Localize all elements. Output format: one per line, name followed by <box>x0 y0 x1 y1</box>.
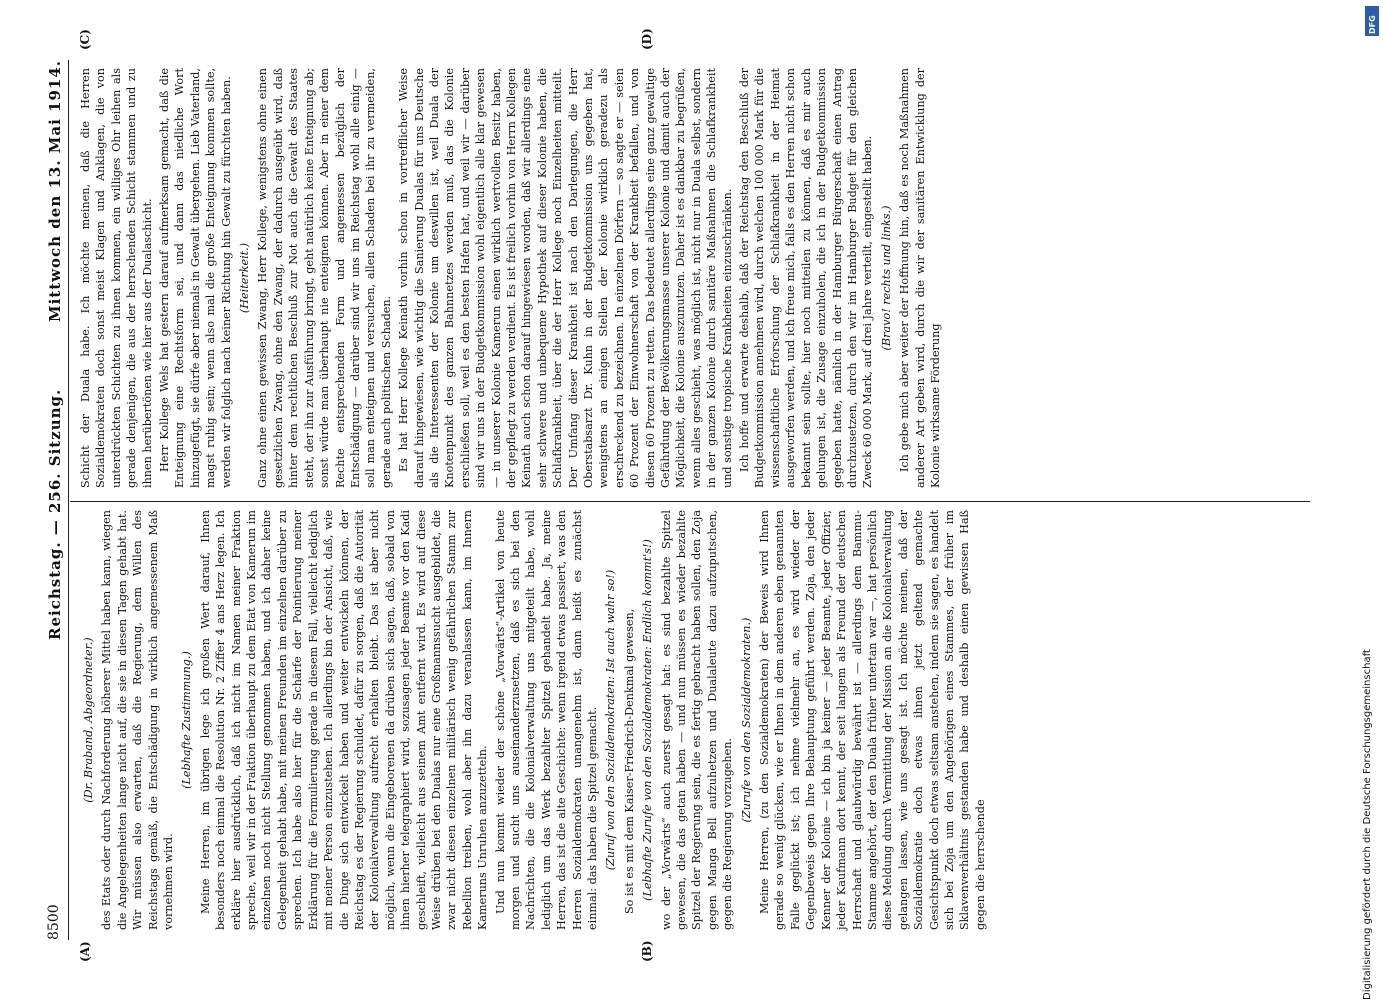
interjection: (Dr. Braband, Abgeordneter.) <box>82 637 95 803</box>
paragraph: Und nun kommt wieder der schöne „Vorwärts“-Artikel von heute morgen und sucht uns auseinanderzusetzen, daß es sich bei den Nachrichten, die die Kolonialverwaltung uns mitgeteilt habe, wohl lediglich um das Werk bezahlter Spitzel gehandelt habe. Ja, meine Herren, das ist die alte Geschichte: wenn irgend etwas passiert, was den Herren Sozialdemokraten unangenehm ist, dann heißt es zunächst einmal: das haben die Spitzel gemacht. <box>493 510 599 930</box>
header-rule <box>68 60 69 940</box>
paragraph: Meine Herren, (zu den Sozialdemokraten) der Beweis wird Ihnen gerade so wenig glücken, wie er Ihnen in dem anderen eben genannten Falle geglückt ist; ich nehme vielmehr an, es wird wieder der Gegenbeweis gegen Ihre Behauptung geführt werden. Zoja, den jeder Kenner der Kolonie — ich bin ja keiner — jeder Beamte, jeder Offizier, jeder Kaufmann dort kennt, der seit langem als Freund der deutschen Herrschaft und glaubwürdig bewährt ist — allerdings dem Bammu-Stamme angehört, der den Duala früher untertan war —, hat persönlich diese Meldung durch Vermittlung der Mission an die Kolonialverwaltung gelangen lassen, wie uns gesagt ist. Ich möchte meinen, daß der Sozialdemokratie doch etwas ihnen jetzt geltend gemachte Gesichtspunkt doch etwas seltsam anstehen, indem sie sagen, es handelt sich bei Zoja um den Angehörigen eines Stammes, der früher im Sklavenverhältnis gestanden habe und deshalb einen gewissen Haß gegen die herrschende <box>758 510 987 930</box>
margin-marker-a: (A) <box>78 941 92 962</box>
paragraph: wo der „Vorwärts“ auch zuerst gesagt hat: es sind bezahlte Spitzel gewesen, die das getan haben — und nun müssen es wieder bezahlte Spitzel der Regierung sein, die es fertig gebracht haben sollen, den Zoja gegen Manga Bell aufzuhetzen und Dualaleute dazu aufzuputschen, gegen die Regierung vorzugehen. <box>659 510 735 930</box>
interjection: (Bravo! rechts und links.) <box>879 205 893 351</box>
paragraph: So ist es mit dem Kaiser-Friedrich-Denkmal gewesen, <box>622 608 636 914</box>
page-number: 8500 <box>46 904 62 940</box>
paragraph: Es hat Herr Kollege Keinath vorhin schon in vortrefflicher Weise darauf hingewiesen, wie wichtig die Sanierung Dualas für uns Deutsche als die Interessenten der Kolonie um deswillen ist, weil Duala der Knotenpunkt des ganzen Bahnnetzes werden muß, das die Kolonie erschließen soll, weil es den besten Hafen hat, und weil wir — darüber sind wir uns in der Budgetkommission wohl eigentlich alle klar gewesen — in unserer Kolonie Kamerun einen wirklich wertvollen Besitz haben, der gepflegt zu werden verdient. Es ist freilich vorhin von Herrn Kollegen Keinath auch schon darauf hingewiesen worden, daß wir allerdings eine sehr schwere und unbequeme Hypothek auf dieser Kolonie haben, die Schlafkrankheit, über die der Herr Kollege noch Einzelheiten mitteilt. Der Umfang dieser Krankheit ist nach den Darlegungen, die Herr Oberstabsarzt Dr. Kuhn in der Budgetkommission uns gegeben hat, wenigstens an einigen Stellen der Kolonie wirklich geradezu als erschreckend zu bezeichnen. In einzelnen Dörfern — so sagte er — seien 60 Prozent der Einwohnerschaft von der Krankheit befallen, und von diesen 60 Prozent zu retten. Das bedeutet allerdings eine ganz gewaltige Gefährdung der Bevölkerungsmasse unserer Kolonie und damit auch der Möglichkeit, die Kolonie auszunutzen. Daher ist es dankbar zu begrüßen, wenn alles geschieht, was möglich ist, nicht nur in Duala selbst, sondern in der ganzen Kolonie durch sanitäre Maßnahmen die Schlafkrankheit und sonstige tropische Krankheiten einzuschränken. <box>397 68 734 488</box>
digitization-credit <box>1359 130 1377 1000</box>
margin-marker-d: (D) <box>640 28 654 50</box>
margin-marker-c: (C) <box>78 29 92 50</box>
paragraph: Ich gebe mich aber weiter der Hoffnung hin, daß es noch Maßnahmen anderer Art geben wird, durch die wir der sanitären Entwicklung der Kolonie wirksame Förderung <box>898 68 942 488</box>
left-column <box>78 510 990 930</box>
paragraph: Herr Kollege Wels hat gestern darauf aufmerksam gemacht, daß die Enteignung eine Rechtsform sei, und dann das niedliche Wort hinzugefügt, sie dürfe aber niemals in Gewalt übergehen. Lieb Vaterland, magst ruhig sein; wenn also mal die große Enteignung kommen sollte, werden wir folglich nach keiner Richtung hin Gewalt zu fürchten haben. <box>158 68 233 488</box>
right-column <box>78 68 945 488</box>
interjection: (Zuruf von den Sozialdemokraten: Ist auch wahr so!) <box>604 569 618 871</box>
paragraph: des Etats oder durch Nachforderung höherer Mittel haben kann, wiegen die Angelegenheiten lange nicht auf, die sie in diesen Tagen gehabt hat. Wir müssen also erwarten, daß die Regierung, dem Willen des Reichstags gemäß, die Entschädigung in wirklich angemessenem Maß vornehmen wird. <box>100 510 176 930</box>
page-header <box>42 60 68 940</box>
credit-text: Digitalisierung gefördert durch die Deutsche Forschungsgemeinschaft <box>1362 649 1373 1000</box>
paragraph: Ich hoffe und erwarte deshalb, daß der Reichstag den Beschluß der Budgetkommission annehmen wird, durch welchen 100 000 Mark für die wissenschaftliche Erforschung der Schlafkrankheit in der Heimat ausgeworfen werden, und ich freue mich, falls es den Herren nicht schon bekannt sein sollte, hier noch mitteilen zu können, daß es mir auch gelungen ist, die Zusage einzuholen, die ich in der Budgetkommission gegeben hatte, nämlich in der Hamburger Bürgerschaft einen Antrag durchzusetzen, durch den wir im Hamburger Budget für den gleichen Zweck 60 000 Mark, auf drei Jahre verteilt, eingestellt haben. <box>738 68 875 488</box>
session-date: Mittwoch den 13. Mai 1914. <box>46 60 64 323</box>
column-divider <box>70 501 1310 502</box>
interjection: (Lebhafte Zurufe von den Sozialdemokraten: Endlich kommt's!) <box>641 539 655 901</box>
dfg-logo: DFG <box>1365 6 1379 36</box>
interjection: (Zurufe von den Sozialdemokraten.) <box>739 617 753 823</box>
paragraph: Meine Herren, im übrigen lege ich großen Wert darauf, Ihnen besonders noch einmal die Resolution Nr. 2 Ziffer 4 ans Herz legen. Ich erkläre hier ausdrücklich, daß ich nicht im Namen meiner Fraktion spreche, weil wir in der Fraktion überhaupt zu dem Etat von Kamerun im einzelnen noch nicht Stellung genommen haben, und ich daher keine Gelegenheit gehabt habe, mit meinen Freunden im einzelnen darüber zu sprechen. Ich habe also hier für die Schärfe der Pointierung meiner Erklärung für die Formulierung gerade in diesem Fall, vielleicht lediglich mit meiner Person einzustehen. Ich allerdings bin der Ansicht, daß, wie die Dinge sich entwickelt haben und weiter entwickeln können, der Reichstag es der Regierung schuldet, dafür zu sorgen, daß die Autorität der Kolonialverwaltung aufrecht erhalten bleibt. Das ist aber nicht möglich, wenn die Eingeborenen da drüben sich sagen, daß, sobald von ihnen hierher telegraphiert wird, sozusagen jeder Beamte vor den Kadi geschleift, vielleicht aus seinem Amt entfernt wird. Es wird auf diese Weise drüben bei den Dualas nur eine Großmannssucht ausgebildet, die zwar nicht diesen einzelnen militärisch wenig gefährlichen Stamm zur Rebellion treiben, wohl aber ihn dazu veranlassen kann, im Innern Kameruns Unruhen anzuzetteln. <box>198 510 490 930</box>
interjection: (Lebhafte Zustimmung.) <box>180 651 194 789</box>
paragraph: Schicht der Duala habe. Ich möchte meinen, daß die Herren Sozialdemokraten doch sonst meist Klagen und Anklagen, die von unterdrückten Schichten zu ihnen kommen, ein williges Ohr leihen als gerade denjenigen, die aus der herrschenden Schicht stammen und zu ihnen herübertönen wie hier aus der Dualaschicht. <box>79 68 154 488</box>
paragraph: Ganz ohne einen gewissen Zwang, Herr Kollege, wenigstens ohne einen gesetzlichen Zwang, ohne den Zwang, der dadurch ausgeübt wird, daß hinter dem rechtlichen Beschluß zur Not auch die Gewalt des Staates steht, der ihn zur Ausführung bringt, geht natürlich keine Enteignung ab; sonst würde man überhaupt nie enteignen können. Aber in einer dem Rechte entsprechenden Form und angemessen bezüglich der Entschädigung — darüber sind wir uns im Reichstag wohl alle einig — soll man enteignen und versuchen, allen Schaden bei ihr zu vermeiden, gerade auch politischen Schaden. <box>256 68 393 488</box>
interjection: (Heiterkeit.) <box>238 242 252 314</box>
margin-marker-b: (B) <box>640 940 654 962</box>
session-title: Reichstag. — 256. Sitzung. <box>46 388 64 640</box>
